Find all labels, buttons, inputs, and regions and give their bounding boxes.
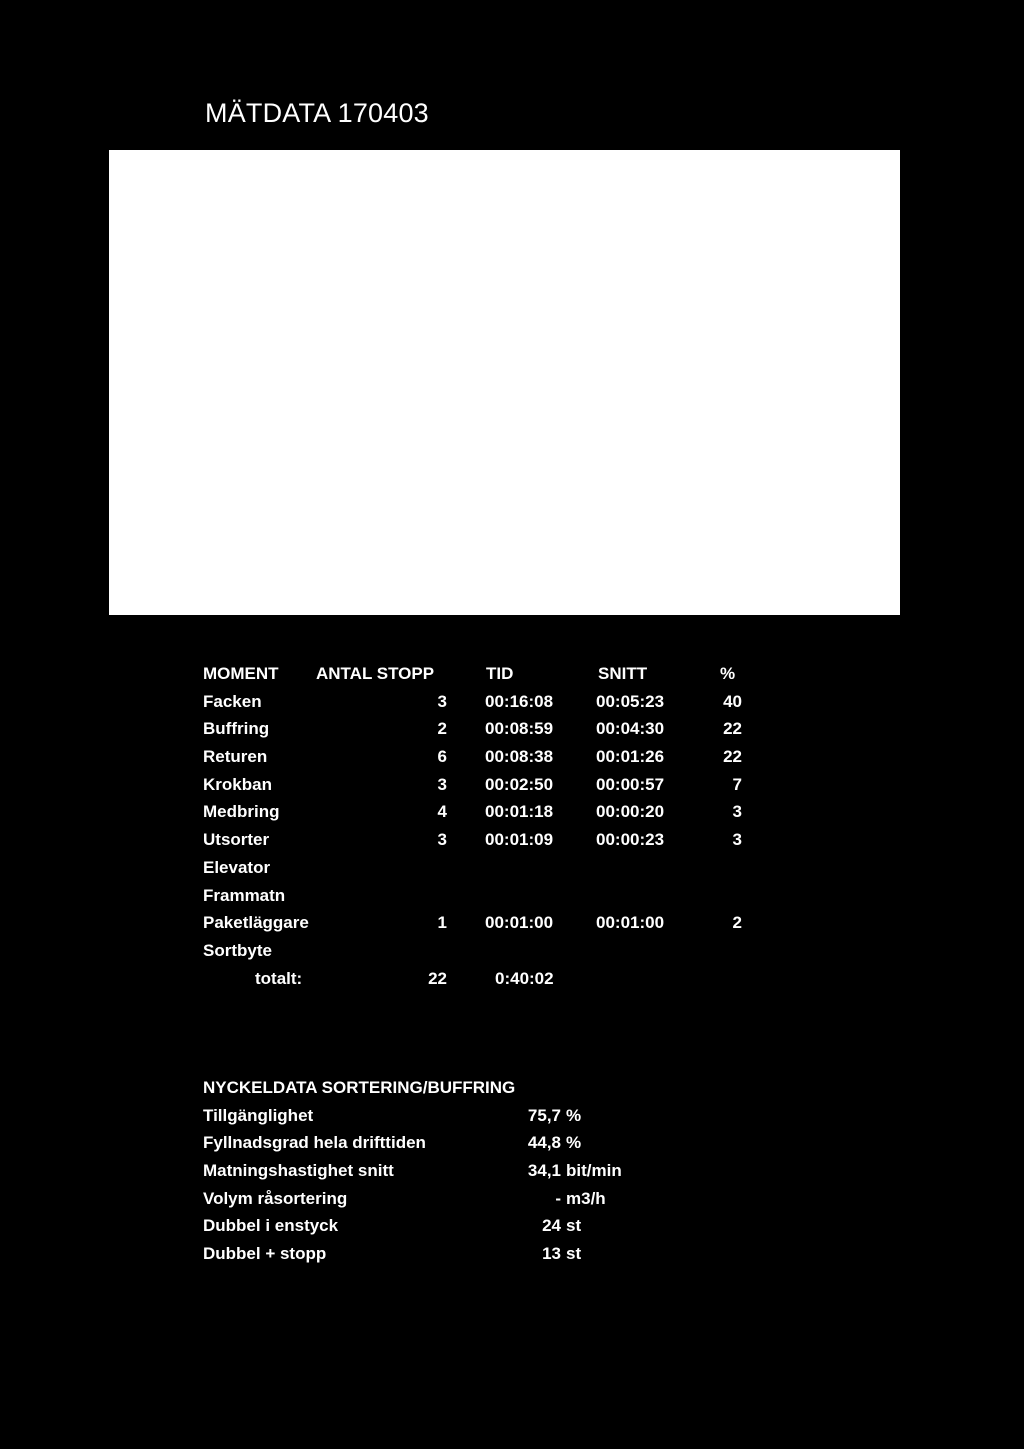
key-label: Dubbel i enstyck — [203, 1216, 339, 1236]
cell-moment: Krokban — [203, 774, 272, 794]
key-unit: % — [566, 1105, 582, 1125]
key-data-row — [203, 1157, 703, 1185]
key-data-heading: NYCKELDATA SORTERING/BUFFRING — [203, 1078, 516, 1097]
key-label: Tillgänglighet — [203, 1105, 314, 1125]
cell-percent: 40 — [723, 691, 742, 711]
cell-snitt: 00:00:20 — [596, 802, 665, 822]
cell-moment: Utsorter — [203, 830, 270, 850]
cell-snitt: 00:04:30 — [596, 719, 665, 739]
table-row — [203, 743, 763, 771]
key-value: - — [555, 1188, 561, 1208]
cell-moment: Returen — [203, 747, 268, 767]
header-percent: % — [720, 664, 736, 683]
key-label: Dubbel + stopp — [203, 1244, 327, 1264]
table-row — [203, 688, 763, 716]
cell-percent: 7 — [732, 774, 742, 794]
key-data-row — [203, 1212, 703, 1240]
cell-moment: Frammatn — [203, 885, 286, 905]
total-antal: 22 — [428, 968, 447, 988]
cell-tid: 00:01:18 — [485, 802, 554, 822]
cell-percent: 3 — [732, 830, 742, 850]
table-row — [203, 882, 763, 910]
cell-percent: 22 — [723, 719, 742, 739]
cell-moment: Sortbyte — [203, 940, 272, 960]
key-unit: % — [566, 1133, 582, 1153]
cell-antal: 4 — [437, 802, 447, 822]
cell-tid: 00:01:09 — [485, 830, 554, 850]
table-row — [203, 854, 763, 882]
cell-tid: 00:16:08 — [485, 691, 554, 711]
cell-percent: 3 — [732, 802, 742, 822]
header-snitt: SNITT — [598, 664, 648, 683]
table-row — [203, 798, 763, 826]
cell-snitt: 00:01:26 — [596, 747, 665, 767]
header-tid: TID — [486, 664, 514, 683]
cell-antal: 2 — [437, 719, 447, 739]
cell-percent: 2 — [732, 913, 742, 933]
key-label: Matningshastighet snitt — [203, 1161, 394, 1181]
header-antal-stopp: ANTAL STOPP — [316, 664, 435, 683]
cell-antal: 3 — [437, 830, 447, 850]
key-value: 44,8 — [527, 1133, 561, 1153]
key-unit: st — [566, 1216, 582, 1236]
cell-moment: Buffring — [203, 719, 270, 739]
cell-moment: Paketläggare — [203, 913, 309, 933]
cell-moment: Medbring — [203, 802, 280, 822]
cell-antal: 3 — [437, 774, 447, 794]
table-header-row — [203, 660, 763, 688]
key-data-row — [203, 1185, 703, 1213]
key-label: Volym råsortering — [203, 1188, 348, 1208]
key-label: Fyllnadsgrad hela drifttiden — [203, 1133, 426, 1153]
key-unit: bit/min — [566, 1161, 622, 1181]
cell-moment: Facken — [203, 691, 262, 711]
cell-tid: 00:08:38 — [485, 747, 554, 767]
cell-tid: 00:01:00 — [485, 913, 554, 933]
page-title: MÄTDATA 170403 — [205, 98, 429, 128]
key-unit: m3/h — [566, 1188, 606, 1208]
total-tid: 0:40:02 — [495, 968, 554, 988]
key-value: 34,1 — [527, 1161, 561, 1181]
table-row — [203, 826, 763, 854]
table-row — [203, 909, 763, 937]
cell-snitt: 00:01:00 — [596, 913, 665, 933]
table-row — [203, 771, 763, 799]
cell-tid: 00:02:50 — [485, 774, 554, 794]
blank-image-panel — [109, 150, 900, 615]
key-data-row — [203, 1102, 703, 1130]
key-value: 13 — [542, 1244, 561, 1264]
cell-snitt: 00:05:23 — [596, 691, 665, 711]
key-data-row — [203, 1240, 703, 1268]
table-row — [203, 937, 763, 965]
key-value: 75,7 — [527, 1105, 561, 1125]
cell-moment: Elevator — [203, 857, 271, 877]
cell-antal: 1 — [437, 913, 447, 933]
header-moment: MOMENT — [203, 664, 279, 683]
key-unit: st — [566, 1244, 582, 1264]
cell-snitt: 00:00:57 — [596, 774, 665, 794]
cell-antal: 3 — [437, 691, 447, 711]
key-data-section — [203, 1074, 703, 1268]
total-label: totalt: — [255, 968, 303, 988]
key-value: 24 — [542, 1216, 561, 1236]
cell-percent: 22 — [723, 747, 742, 767]
cell-antal: 6 — [437, 747, 447, 767]
table-total-row — [203, 965, 763, 993]
cell-snitt: 00:00:23 — [596, 830, 665, 850]
stops-table — [203, 660, 763, 992]
cell-tid: 00:08:59 — [485, 719, 554, 739]
table-row — [203, 715, 763, 743]
key-data-row — [203, 1129, 703, 1157]
